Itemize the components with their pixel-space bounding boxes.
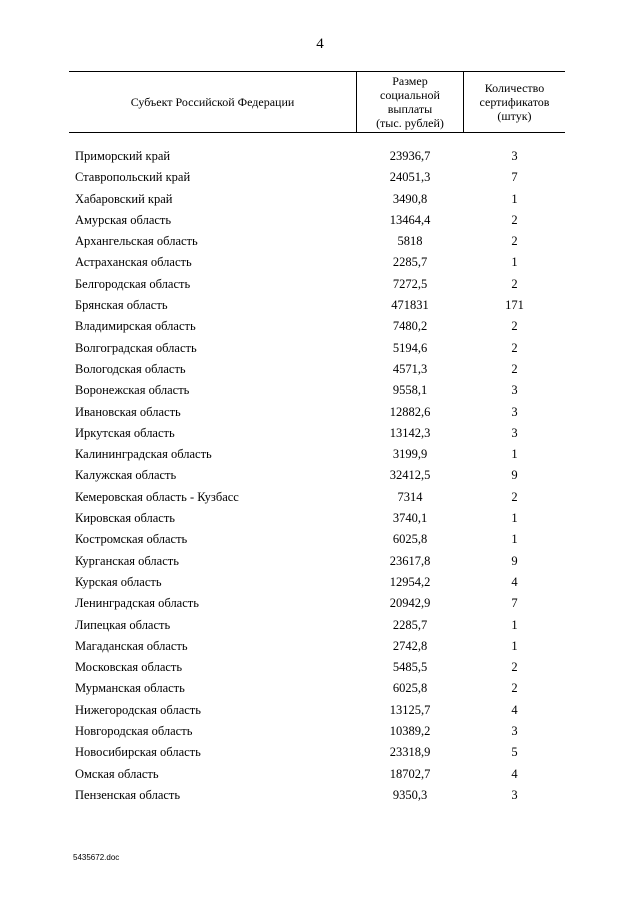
table-row (69, 210, 565, 231)
region-cell: Брянская область (75, 298, 168, 313)
payment-cell: 5818 (397, 234, 423, 249)
certificates-cell: 2 (511, 319, 518, 334)
table-row (69, 189, 565, 210)
payment-cell: 471831 (391, 298, 429, 313)
table-row (69, 423, 565, 444)
payment-cell: 32412,5 (389, 468, 431, 483)
certificates-cell: 2 (511, 340, 518, 355)
region-cell: Архангельская область (75, 234, 198, 249)
region-cell: Астраханская область (75, 255, 192, 270)
payment-cell: 3199,9 (392, 447, 428, 462)
table-row (69, 742, 565, 763)
certificates-cell: 7 (511, 170, 518, 185)
document-id: 5435672.doc (73, 853, 120, 862)
payment-cell: 23936,7 (389, 149, 431, 163)
region-cell: Московская область (75, 660, 183, 675)
payment-cell: 6025,8 (392, 532, 428, 547)
region-cell: Ивановская область (75, 404, 181, 419)
table-body (69, 146, 565, 806)
table-row (69, 167, 565, 188)
table-row (69, 402, 565, 423)
region-cell: Пензенская область (75, 787, 181, 802)
table-row (69, 657, 565, 678)
region-cell: Омская область (75, 766, 159, 781)
payment-cell: 13464,4 (389, 212, 431, 227)
certificates-cell: 7 (511, 596, 518, 611)
table-row (69, 231, 565, 252)
table-row (69, 295, 565, 316)
region-cell: Амурская область (75, 212, 172, 227)
payment-cell: 9558,1 (392, 383, 428, 398)
table-row (69, 636, 565, 657)
payment-cell: 3740,1 (392, 511, 428, 526)
header-certificates: Количество сертификатов (штук) (479, 80, 550, 123)
region-cell: Ленинградская область (75, 596, 199, 611)
certificates-cell: 1 (511, 617, 518, 632)
region-cell: Иркутская область (75, 425, 175, 440)
table-row (69, 444, 565, 465)
region-cell: Курганская область (75, 553, 179, 568)
certificates-cell: 1 (511, 532, 518, 547)
certificates-cell: 2 (511, 489, 518, 504)
payment-cell: 23318,9 (389, 745, 431, 760)
region-cell: Ставропольский край (75, 170, 191, 185)
region-cell: Костромская область (75, 532, 188, 547)
payment-cell: 24051,3 (389, 170, 431, 185)
region-cell: Волгоградская область (75, 340, 197, 355)
region-cell: Новгородская область (75, 724, 193, 739)
table-row (69, 721, 565, 742)
table-row (69, 529, 565, 550)
table-row (69, 615, 565, 636)
region-cell: Хабаровский край (75, 191, 173, 206)
payment-cell: 2285,7 (392, 617, 428, 632)
region-cell: Калининградская область (75, 447, 212, 462)
region-cell: Владимирская область (75, 319, 196, 334)
table-row (69, 508, 565, 529)
region-cell: Липецкая область (75, 617, 171, 632)
payment-cell: 12954,2 (389, 574, 431, 589)
certificates-cell: 2 (511, 361, 518, 376)
table-row (69, 338, 565, 359)
table-row (69, 252, 565, 273)
region-cell: Кемеровская область - Кузбасс (75, 489, 239, 504)
page-number: 4 (316, 36, 324, 52)
payment-cell: 18702,7 (389, 766, 431, 781)
payment-cell: 23617,8 (389, 553, 431, 568)
region-cell: Курская область (75, 574, 162, 589)
region-cell: Нижегородская область (75, 702, 201, 717)
table-row (69, 359, 565, 380)
table-row (69, 764, 565, 785)
payment-cell: 7480,2 (392, 319, 428, 334)
table-row (69, 380, 565, 401)
table-row (69, 700, 565, 721)
payment-cell: 13125,7 (389, 702, 431, 717)
region-cell: Магаданская область (75, 638, 188, 653)
table-header-rule (69, 132, 565, 133)
table-row (69, 572, 565, 593)
payment-cell: 5194,6 (392, 340, 428, 355)
region-cell: Кировская область (75, 511, 176, 526)
payment-cell: 7272,5 (392, 276, 428, 291)
header-region: Субъект Российской Федерации (130, 94, 295, 109)
region-cell: Приморский край (75, 149, 171, 163)
table-row (69, 146, 565, 167)
certificates-cell: 3 (511, 404, 518, 419)
table-row (69, 678, 565, 699)
table-row (69, 487, 565, 508)
certificates-cell: 1 (511, 255, 518, 270)
payment-cell: 7314 (397, 489, 423, 504)
certificates-cell: 2 (511, 212, 518, 227)
table-row (69, 465, 565, 486)
certificates-cell: 1 (511, 191, 518, 206)
payment-cell: 3490,8 (392, 191, 428, 206)
payment-cell: 6025,8 (392, 681, 428, 696)
certificates-cell: 3 (511, 787, 518, 802)
certificates-cell: 5 (511, 745, 518, 760)
region-cell: Вологодская область (75, 361, 186, 376)
payment-cell: 2742,8 (392, 638, 428, 653)
certificates-cell: 2 (511, 681, 518, 696)
payment-cell: 10389,2 (389, 724, 431, 739)
certificates-cell: 1 (511, 638, 518, 653)
certificates-cell: 4 (511, 702, 518, 717)
certificates-cell: 2 (511, 276, 518, 291)
payment-cell: 12882,6 (389, 404, 431, 419)
certificates-cell: 9 (511, 468, 518, 483)
region-cell: Калужская область (75, 468, 177, 483)
certificates-cell: 2 (511, 234, 518, 249)
region-cell: Новосибирская область (75, 745, 201, 760)
certificates-cell: 2 (511, 660, 518, 675)
table-row (69, 316, 565, 337)
region-cell: Воронежская область (75, 383, 190, 398)
certificates-cell: 1 (511, 447, 518, 462)
payment-cell: 5485,5 (392, 660, 428, 675)
header-payment: Размер социальной выплаты (тыс. рублей) (376, 73, 444, 130)
certificates-cell: 9 (511, 553, 518, 568)
payment-cell: 4571,3 (392, 361, 428, 376)
payment-cell: 2285,7 (392, 255, 428, 270)
certificates-cell: 171 (505, 298, 524, 313)
table-row (69, 551, 565, 572)
region-cell: Мурманская область (75, 681, 185, 696)
certificates-cell: 3 (511, 383, 518, 398)
payment-cell: 9350,3 (392, 787, 428, 802)
certificates-cell: 3 (511, 149, 518, 163)
payment-cell: 20942,9 (389, 596, 431, 611)
table-row (69, 785, 565, 806)
table-row (69, 593, 565, 614)
region-cell: Белгородская область (75, 276, 191, 291)
certificates-cell: 4 (511, 766, 518, 781)
table-row (69, 274, 565, 295)
certificates-cell: 3 (511, 724, 518, 739)
certificates-cell: 1 (511, 511, 518, 526)
certificates-cell: 4 (511, 574, 518, 589)
certificates-cell: 3 (511, 425, 518, 440)
payment-cell: 13142,3 (389, 425, 431, 440)
